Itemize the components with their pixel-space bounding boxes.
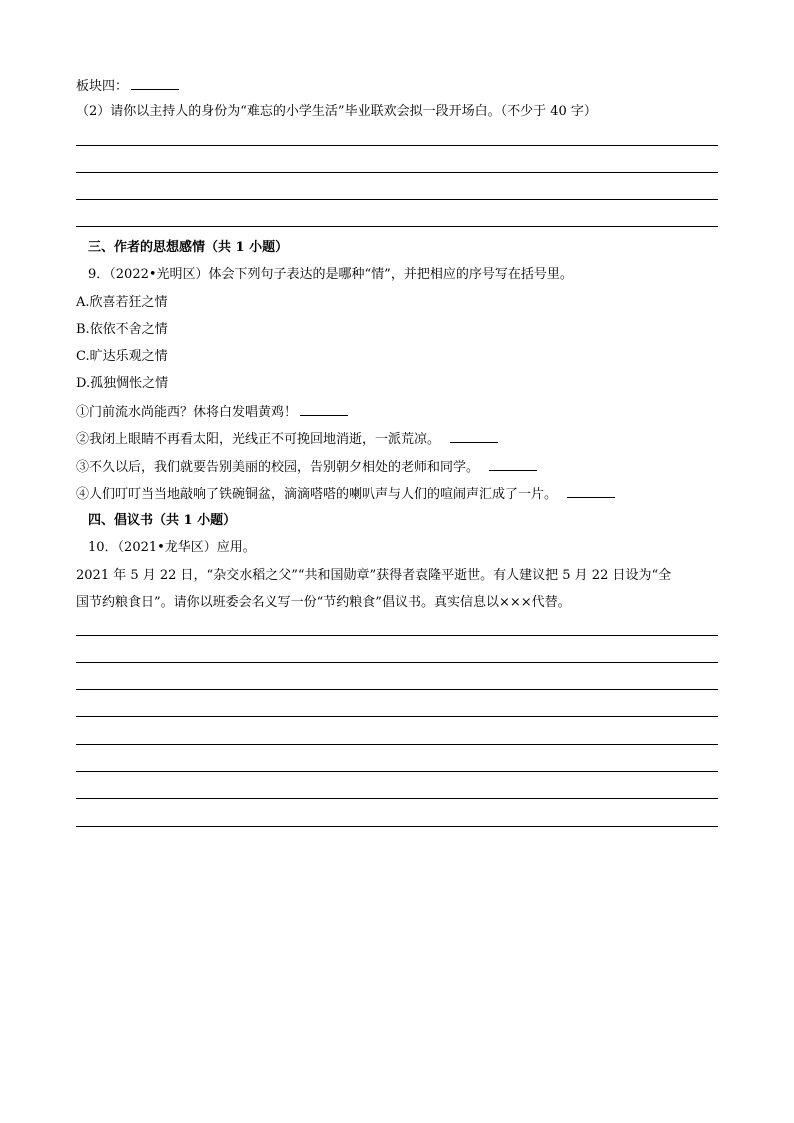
answer-line[interactable] bbox=[76, 689, 718, 690]
answer-line[interactable] bbox=[76, 716, 718, 717]
sentence-2: ②我闭上眼睛不再看太阳，光线正不可挽回地消逝，一派荒凉。 bbox=[76, 430, 498, 448]
sentence-1-blank[interactable] bbox=[300, 403, 348, 416]
answer-line[interactable] bbox=[76, 172, 718, 173]
answer-line[interactable] bbox=[76, 226, 718, 227]
block4-label: 板块四： bbox=[76, 79, 129, 94]
question-9: 9．（2022•光明区）体会下列句子表达的是哪种“情”，并把相应的序号写在括号里。 bbox=[88, 267, 573, 282]
block4-answer-blank[interactable] bbox=[131, 77, 179, 90]
option-b: B.依依不舍之情 bbox=[76, 322, 168, 337]
answer-line[interactable] bbox=[76, 798, 718, 799]
question-10-body-2: 国节约粮食日”。请你以班委会名义写一份“节约粮食”倡议书。真实信息以×××代替。 bbox=[76, 595, 571, 610]
option-d: D.孤独惆怅之情 bbox=[76, 376, 169, 391]
answer-line[interactable] bbox=[76, 826, 718, 827]
block4-line bbox=[76, 77, 179, 95]
sentence-3-blank[interactable] bbox=[489, 458, 537, 471]
section4-heading: 四、倡议书（共 1 小题） bbox=[88, 513, 237, 528]
sentence-3: ③不久以后，我们就要告别美丽的校园，告别朝夕相处的老师和同学。 bbox=[76, 458, 537, 476]
sentence-4: ④人们叮叮当当地敲响了铁碗铜盆，滴滴嗒嗒的喇叭声与人们的喧闹声汇成了一片。 bbox=[76, 485, 615, 503]
answer-line[interactable] bbox=[76, 744, 718, 745]
sentence-2-blank[interactable] bbox=[450, 430, 498, 443]
option-a: A.欣喜若狂之情 bbox=[76, 295, 168, 310]
sentence-4-blank[interactable] bbox=[567, 485, 615, 498]
answer-line[interactable] bbox=[76, 145, 718, 146]
question-10: 10．（2021•龙华区）应用。 bbox=[88, 540, 256, 555]
q8-2-prompt: （2）请你以主持人的身份为“难忘的小学生活”毕业联欢会拟一段开场白。（不少于 40 字） bbox=[76, 104, 597, 119]
answer-line[interactable] bbox=[76, 662, 718, 663]
question-10-body-1: 2021 年 5 月 22 日，“杂交水稻之父”“共和国勋章”获得者袁隆平逝世。有人建议把 5 月 22 日设为“全 bbox=[76, 568, 672, 583]
section3-heading: 三、作者的思想感情（共 1 小题） bbox=[88, 240, 289, 255]
option-c: C.旷达乐观之情 bbox=[76, 349, 168, 364]
sentence-1: ①门前流水尚能西？休将白发唱黄鸡！ bbox=[76, 403, 348, 421]
answer-line[interactable] bbox=[76, 771, 718, 772]
answer-line[interactable] bbox=[76, 199, 718, 200]
answer-line[interactable] bbox=[76, 635, 718, 636]
